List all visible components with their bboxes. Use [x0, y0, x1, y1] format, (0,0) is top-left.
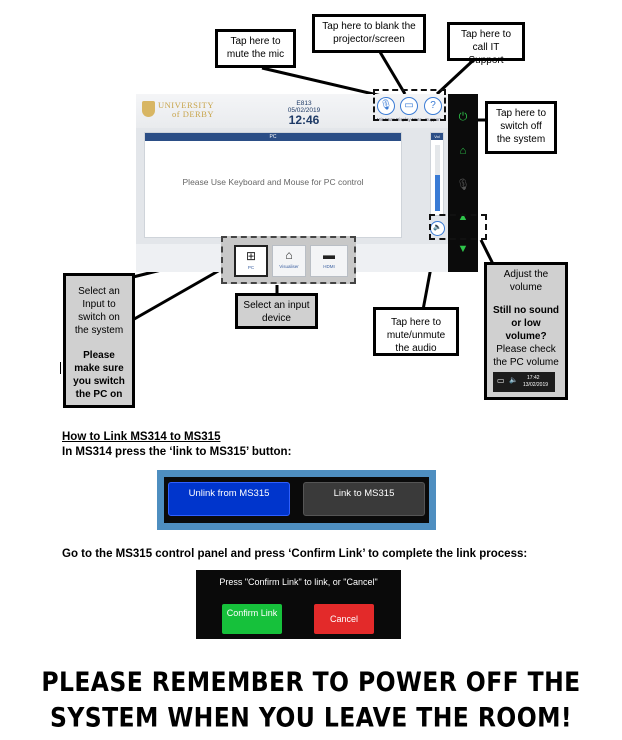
monitor-icon: ▭ [497, 376, 505, 385]
volume-fill [435, 175, 440, 211]
link-to-button[interactable]: Link to MS315 [303, 482, 425, 516]
power-icon: ⏻ [458, 111, 468, 123]
university-logo: UNIVERSITY of DERBY [142, 99, 222, 123]
volume-down-button[interactable] [448, 242, 478, 256]
callout-input-device: Select an input device [235, 293, 318, 329]
callout-it-support: Tap here to call IT Support [447, 22, 525, 61]
source-button-pc[interactable]: ⊞ PC [234, 245, 268, 277]
source-button-visualiser[interactable]: ⌂ Visualiser [272, 245, 306, 277]
volume-title: Vol [431, 133, 443, 140]
microphone-icon: 🎙 [379, 100, 393, 111]
callout-select-input: Select an Input to switch on the system Please make sure you switch the PC on [63, 273, 135, 408]
volume-track[interactable] [435, 145, 440, 211]
speaker-icon: 🔈 [433, 224, 442, 231]
link-instruction-2: Go to the MS315 control panel and press ‘Confirm Link’ to complete the link process: [62, 548, 528, 560]
callout-blank-screen: Tap here to blank the projector/screen [312, 14, 426, 53]
crest-icon [142, 101, 155, 117]
stray-mark [60, 362, 61, 374]
panel-time: 12:46 [288, 113, 320, 127]
callout-mute-mic: Tap here to mute the mic [215, 29, 296, 68]
taskbar-thumbnail [493, 372, 555, 392]
power-off-reminder [0, 664, 622, 736]
taskbar-time: 17:42 [527, 375, 540, 381]
display-mute-label: Display Mute [396, 117, 423, 122]
speaker-tray-icon: 🔈 [509, 377, 518, 384]
microphone-side-icon: 🎙 [456, 179, 470, 191]
cancel-button[interactable]: Cancel [314, 604, 374, 634]
source-button-hdmi[interactable]: ▬ HDMI [310, 245, 348, 277]
reminder-line-2: SYSTEM WHEN YOU LEAVE THE ROOM! [50, 702, 572, 734]
room-number: E813 [296, 100, 312, 107]
home-icon: ⌂ [459, 145, 467, 157]
link-heading: How to Link MS314 to MS315 [62, 431, 221, 443]
visualiser-icon: ⌂ [285, 248, 293, 262]
mic-mute-label: Mic Mute [376, 117, 396, 122]
room-info [276, 100, 332, 127]
reminder-line-1: PLEASE REMEMBER TO POWER OFF THE [41, 666, 581, 698]
help-icon: ? [430, 100, 436, 111]
input-source-group [221, 236, 356, 284]
triangle-up-icon: ▲ [457, 211, 469, 223]
ms315-confirm-panel [196, 570, 401, 639]
source-display-frame [144, 132, 402, 238]
panel-date: 05/02/2019 [287, 107, 321, 114]
display-mute-icon: ▭ [404, 100, 414, 111]
power-button[interactable] [448, 110, 478, 124]
audio-controls-highlight [429, 214, 487, 240]
home-button[interactable] [448, 144, 478, 158]
link-panel-inner [164, 477, 429, 523]
volume-slider[interactable] [430, 132, 444, 216]
callout-switch-off: Tap here to switch off the system [485, 101, 557, 154]
windows-icon: ⊞ [245, 249, 257, 263]
control-sidebar [448, 94, 478, 272]
confirm-prompt: Press "Confirm Link" to link, or "Cancel" [219, 577, 378, 587]
support-label: Support [425, 117, 441, 122]
triangle-down-icon: ▼ [457, 243, 469, 255]
source-message: Please Use Keyboard and Mouse for PC control [182, 177, 364, 187]
unlink-button[interactable]: Unlink from MS315 [168, 482, 290, 516]
ms314-link-panel [157, 470, 436, 530]
link-instruction-1: In MS314 press the ‘link to MS315’ button: [62, 446, 292, 458]
callout-mute-audio: Tap here to mute/unmute the audio [373, 307, 459, 356]
microphone-side-button[interactable] [448, 178, 478, 192]
source-title: PC [145, 133, 401, 141]
header-buttons-highlight [373, 89, 446, 121]
taskbar-date: 13/02/2019 [523, 382, 549, 388]
hdmi-icon: ▬ [323, 248, 335, 262]
callout-adjust-volume: Adjust the volume Still no sound or low volume? Please check the PC volume [484, 262, 568, 400]
confirm-link-button[interactable]: Confirm Link [222, 604, 282, 634]
